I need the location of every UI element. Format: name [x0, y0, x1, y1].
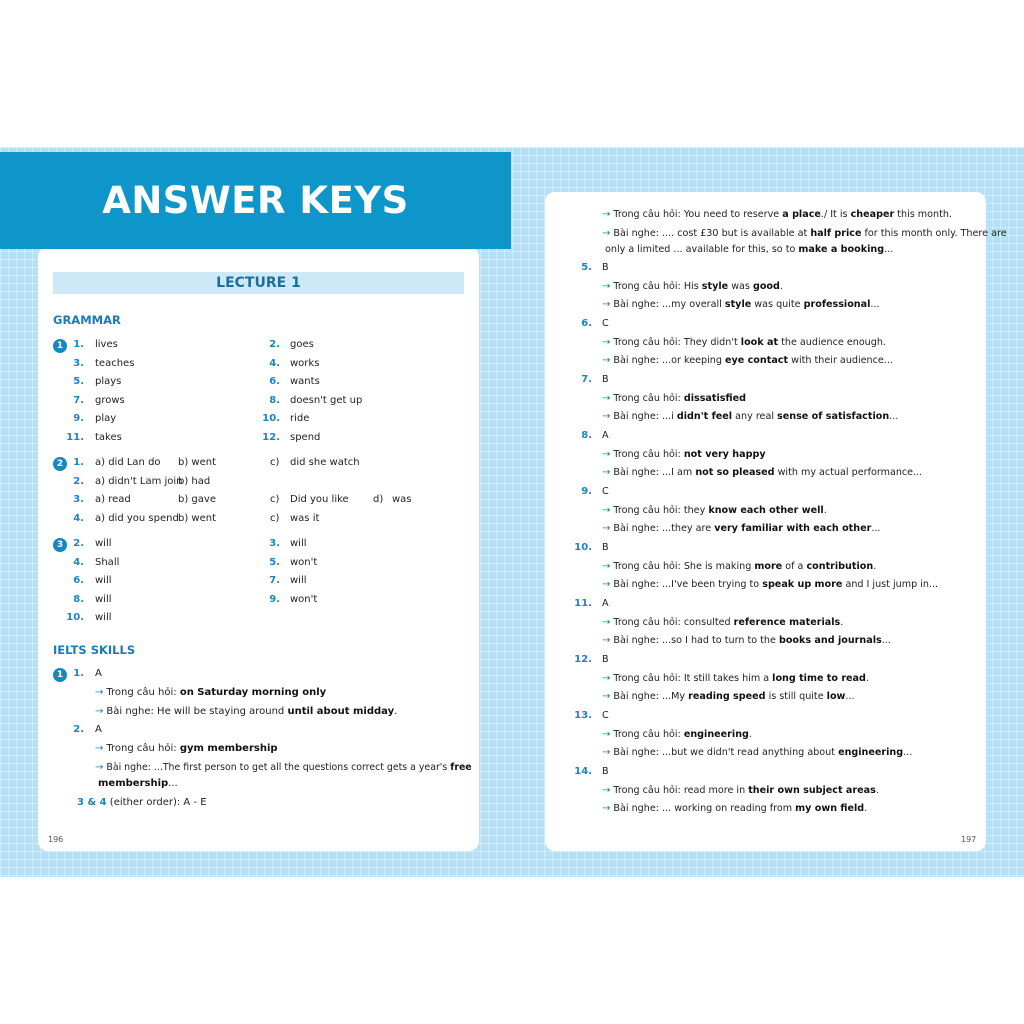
- item-number: 8.: [269, 394, 280, 406]
- answer-text: Bài nghe: .... cost £30 but is available at: [613, 228, 811, 239]
- arrow-right-icon: →: [602, 299, 611, 310]
- answer-text: .: [865, 673, 869, 684]
- arrow-right-icon: →: [602, 355, 611, 366]
- listening-explanation: [602, 354, 893, 368]
- question-explanation: [602, 560, 876, 574]
- arrow-right-icon: →: [602, 228, 611, 239]
- answer-text: of a: [782, 561, 807, 572]
- question-explanation: [602, 504, 827, 518]
- answer-text: is still quite: [765, 691, 827, 702]
- listening-explanation: [602, 634, 891, 648]
- bold-keyword: gym membership: [179, 743, 278, 754]
- bold-keyword: contribution: [806, 561, 874, 572]
- questions-3-4-answer: [77, 796, 207, 810]
- answer-text: A: [95, 668, 102, 679]
- bold-keyword: sense of satisfaction: [777, 411, 890, 422]
- item-number: 10.: [574, 542, 592, 553]
- page-number-right: 197: [961, 835, 977, 844]
- answer-text: will: [95, 538, 112, 549]
- listening-explanation: [602, 578, 938, 592]
- listening-explanation-continued: [605, 243, 893, 257]
- answer-text: ...: [845, 691, 855, 702]
- item-number: 2.: [73, 475, 84, 487]
- arrow-right-icon: →: [602, 209, 611, 220]
- item-number: 12.: [574, 654, 592, 665]
- answer-text: Bài nghe: He will be staying around: [106, 706, 288, 717]
- answer-text: Trong câu hỏi: You need to reserve: [613, 209, 783, 220]
- arrow-right-icon: →: [95, 743, 104, 754]
- listening-explanation: [602, 690, 855, 704]
- answer-text: ...: [871, 523, 881, 534]
- item-number: 9.: [269, 593, 280, 605]
- arrow-right-icon: →: [602, 729, 611, 740]
- answer-text: only a limited ... available for this, so to: [605, 244, 799, 255]
- answer-text: play: [95, 413, 117, 425]
- item-number: 9.: [73, 413, 84, 425]
- bold-keyword: engineering: [683, 729, 749, 740]
- arrow-right-icon: →: [602, 411, 611, 422]
- answer-text: ...: [881, 635, 891, 646]
- exercise-number-3-icon: 3: [53, 538, 67, 552]
- answer-text: Bài nghe: ...I've been trying to: [613, 579, 763, 590]
- answer-text: .: [864, 803, 868, 814]
- answer-text: won't: [290, 556, 318, 568]
- answer-text: will: [290, 538, 307, 549]
- arrow-right-icon: →: [602, 337, 611, 348]
- answer-text: Trong câu hỏi: consulted: [613, 617, 734, 628]
- answer-text: a) read: [95, 494, 131, 506]
- item-number: 2.: [73, 538, 84, 549]
- answer-text: the audience enough.: [778, 337, 886, 348]
- answer-text: .: [823, 505, 827, 516]
- arrow-right-icon: →: [602, 617, 611, 628]
- answer-text: teaches: [95, 357, 135, 369]
- answer-text: .: [394, 706, 398, 717]
- answer-text: .: [873, 561, 877, 572]
- answer-text: Trong câu hỏi:: [106, 687, 180, 698]
- answer-text: ...: [903, 747, 913, 758]
- bold-keyword: good: [752, 281, 780, 292]
- listening-explanation: [602, 802, 867, 816]
- answer-text: Trong câu hỏi: They didn't: [613, 337, 741, 348]
- arrow-right-icon: →: [95, 687, 104, 698]
- arrow-right-icon: →: [602, 803, 611, 814]
- bold-keyword: free: [450, 762, 472, 773]
- item-number: 8.: [581, 430, 592, 441]
- bold-keyword: engineering: [838, 747, 904, 758]
- answer-text: .: [840, 617, 844, 628]
- bold-keyword: style: [701, 281, 729, 292]
- question-explanation: [602, 672, 869, 686]
- item-number: 7.: [269, 575, 280, 587]
- item-number: 3.: [73, 357, 84, 369]
- arrow-right-icon: →: [602, 673, 611, 684]
- answer-text: lives: [95, 339, 118, 350]
- item-number: 3.: [269, 538, 280, 549]
- answer-text: spend: [290, 432, 321, 443]
- bold-keyword: eye contact: [725, 355, 789, 366]
- item-number: 10.: [66, 612, 84, 624]
- answer-text: (either order): A - E: [106, 797, 207, 808]
- item-number: 5.: [269, 556, 280, 568]
- answer-text: Did you like: [290, 494, 349, 506]
- arrow-right-icon: →: [602, 747, 611, 758]
- answer-text: Trong câu hỏi:: [613, 393, 684, 404]
- bold-keyword: reading speed: [688, 691, 766, 702]
- answer-text: Bài nghe: ...but we didn't read anything about: [613, 747, 839, 758]
- answer-text: B: [602, 542, 609, 553]
- answer-text: Shall: [95, 556, 120, 568]
- answer-text: was it: [290, 512, 320, 524]
- answer-text: Trong câu hỏi:: [613, 449, 684, 460]
- question-explanation: [602, 616, 843, 630]
- answer-text: with my actual performance...: [774, 467, 923, 478]
- answer-text: will: [95, 612, 112, 624]
- answer-text: A: [602, 598, 609, 609]
- answer-text: Bài nghe: ... working on reading from: [613, 803, 796, 814]
- answer-text: ...: [168, 778, 178, 789]
- answer-text: Bài nghe: ...I am: [613, 467, 696, 478]
- answer-text: B: [602, 766, 609, 777]
- item-number: 12.: [262, 432, 280, 443]
- answer-text: b) had: [178, 475, 211, 487]
- item-number: 6.: [269, 376, 280, 388]
- answer-text: B: [602, 654, 609, 665]
- question-explanation: [602, 208, 952, 222]
- listening-explanation: [602, 466, 922, 480]
- answer-text: Trong câu hỏi: She is making: [613, 561, 755, 572]
- question-explanation: [602, 784, 879, 798]
- answer-text: Trong câu hỏi: It still takes him a: [613, 673, 773, 684]
- answer-text: ...: [889, 411, 899, 422]
- lecture-heading: LECTURE 1: [53, 272, 464, 294]
- exercise-number-1-icon: 1: [53, 339, 67, 353]
- bold-keyword: half price: [810, 228, 862, 239]
- answer-text: Trong câu hỏi:: [106, 743, 180, 754]
- answer-text: Bài nghe: ...my overall: [613, 299, 725, 310]
- answer-text: goes: [290, 339, 314, 350]
- answer-label: c): [270, 512, 280, 524]
- answer-text: was quite: [751, 299, 804, 310]
- answer-text: C: [602, 318, 609, 329]
- answer-text: grows: [95, 394, 125, 406]
- item-number: 7.: [581, 374, 592, 385]
- arrow-right-icon: →: [602, 785, 611, 796]
- listening-explanation-continued: [98, 777, 178, 791]
- bold-keyword: dissatisfied: [683, 393, 746, 404]
- item-number: 5.: [581, 262, 592, 273]
- ielts-skills-heading: IELTS SKILLS: [53, 643, 136, 657]
- question-explanation: [602, 280, 783, 294]
- arrow-right-icon: →: [602, 505, 611, 516]
- bold-keyword: know each other well: [708, 505, 824, 516]
- answer-text: was: [392, 494, 412, 506]
- answer-text: .: [748, 729, 752, 740]
- item-number: 1.: [73, 339, 84, 350]
- listening-explanation: [95, 761, 472, 775]
- answer-text: wants: [290, 376, 320, 388]
- bold-keyword: make a booking: [798, 244, 885, 255]
- answer-text: a) did you spend: [95, 512, 179, 524]
- answer-text: was: [728, 281, 753, 292]
- answer-text: takes: [95, 432, 122, 443]
- answer-text: .: [875, 785, 879, 796]
- answer-text: ...: [870, 299, 880, 310]
- item-number: 3.: [73, 494, 84, 506]
- question-explanation: [602, 728, 752, 742]
- exercise-number-2-icon: 2: [53, 457, 67, 471]
- item-number: 4.: [269, 357, 280, 369]
- bold-keyword: more: [754, 561, 783, 572]
- arrow-right-icon: →: [602, 523, 611, 534]
- answer-keys-title: ANSWER KEYS: [0, 152, 511, 249]
- answer-text: won't: [290, 593, 318, 605]
- arrow-right-icon: →: [602, 393, 611, 404]
- listening-explanation: [602, 227, 1007, 241]
- answer-label: d): [373, 494, 384, 506]
- bold-keyword: low: [826, 691, 846, 702]
- item-number: 7.: [73, 394, 84, 406]
- answer-text: any real: [732, 411, 778, 422]
- listening-explanation: [602, 298, 880, 312]
- bold-keyword: didn't feel: [676, 411, 733, 422]
- answer-text: and I just jump in...: [842, 579, 939, 590]
- grammar-heading: GRAMMAR: [53, 313, 121, 327]
- question-explanation: [95, 686, 326, 700]
- answer-text: Bài nghe: ...i: [613, 411, 677, 422]
- bold-keyword: not very happy: [683, 449, 766, 460]
- answer-text: C: [602, 710, 609, 721]
- item-number: 11.: [574, 598, 592, 609]
- listening-explanation: [602, 410, 898, 424]
- answer-text: works: [290, 357, 320, 369]
- answer-text: Trong câu hỏi: they: [613, 505, 709, 516]
- answer-text: ./ It is: [820, 209, 851, 220]
- question-explanation: [602, 392, 746, 406]
- answer-text: plays: [95, 376, 122, 388]
- answer-text: a) did Lan do: [95, 457, 161, 468]
- item-number: 1.: [73, 457, 84, 468]
- answer-text: this month.: [894, 209, 952, 220]
- answer-label: c): [270, 494, 280, 506]
- item-number: 10.: [262, 413, 280, 425]
- item-number: 4.: [73, 512, 84, 524]
- answer-text: b) went: [178, 512, 217, 524]
- bold-keyword: books and journals: [778, 635, 882, 646]
- bold-keyword: very familiar with each other: [714, 523, 872, 534]
- page-number-left: 196: [48, 835, 64, 844]
- answer-text: C: [602, 486, 609, 497]
- answer-text: ...: [884, 244, 894, 255]
- bold-keyword: look at: [740, 337, 779, 348]
- left-page: [38, 247, 479, 851]
- answer-text: A: [602, 430, 609, 441]
- item-number: 14.: [574, 766, 592, 777]
- answer-text: will: [95, 593, 112, 605]
- answer-text: B: [602, 262, 609, 273]
- answer-text: will: [290, 575, 307, 587]
- bold-keyword: style: [724, 299, 752, 310]
- answer-text: a) didn't Lam join: [95, 475, 183, 487]
- answer-text: Trong câu hỏi:: [613, 729, 684, 740]
- answer-text: Bài nghe: ...My: [613, 691, 689, 702]
- answer-text: A: [95, 724, 102, 735]
- item-number: 6.: [581, 318, 592, 329]
- answer-text: Trong câu hỏi: read more in: [613, 785, 749, 796]
- arrow-right-icon: →: [602, 561, 611, 572]
- question-explanation: [602, 336, 886, 350]
- bold-keyword: on Saturday morning only: [179, 687, 327, 698]
- bold-keyword: their own subject areas: [748, 785, 876, 796]
- answer-label: c): [270, 457, 280, 468]
- bold-keyword: membership: [98, 778, 169, 789]
- bold-keyword: reference materials: [733, 617, 841, 628]
- question-explanation: [602, 448, 766, 462]
- bold-keyword: my own field: [795, 803, 865, 814]
- answer-text: for this month only. There are: [861, 228, 1007, 239]
- listening-explanation: [602, 746, 912, 760]
- arrow-right-icon: →: [602, 635, 611, 646]
- arrow-right-icon: →: [602, 281, 611, 292]
- item-number: 2.: [73, 724, 84, 735]
- answer-text: b) went: [178, 457, 217, 468]
- answer-text: doesn't get up: [290, 394, 363, 406]
- arrow-right-icon: →: [95, 762, 104, 773]
- arrow-right-icon: →: [95, 706, 104, 717]
- answer-text: .: [779, 281, 783, 292]
- bold-keyword: professional: [803, 299, 871, 310]
- answer-text: Trong câu hỏi: His: [613, 281, 702, 292]
- bold-keyword: speak up more: [762, 579, 843, 590]
- item-number: 9.: [581, 486, 592, 497]
- answer-text: ride: [290, 413, 310, 425]
- answer-text: will: [95, 575, 112, 587]
- answer-text: did she watch: [290, 457, 360, 468]
- book-spread-background: [0, 147, 1024, 877]
- answer-text: b) gave: [178, 494, 216, 506]
- bold-keyword: long time to read: [772, 673, 866, 684]
- bold-keyword: a place: [782, 209, 821, 220]
- item-number: 5.: [73, 376, 84, 388]
- question-explanation: [95, 742, 278, 756]
- answer-text: Bài nghe: ...so I had to turn to the: [613, 635, 779, 646]
- item-number: 2.: [269, 339, 280, 350]
- listening-explanation: [95, 705, 397, 719]
- item-number: 8.: [73, 593, 84, 605]
- item-number: 1.: [73, 668, 84, 679]
- answer-text: with their audience...: [788, 355, 893, 366]
- item-number: 4.: [73, 556, 84, 568]
- skills-exercise-number-1-icon: 1: [53, 668, 67, 682]
- answer-text: Bài nghe: ...they are: [613, 523, 715, 534]
- arrow-right-icon: →: [602, 579, 611, 590]
- item-number: 11.: [66, 432, 84, 443]
- answer-text: Bài nghe: ...The first person to get all the questions correct gets a year's: [106, 762, 451, 773]
- bold-keyword: until about midday: [287, 706, 395, 717]
- bold-keyword: cheaper: [850, 209, 895, 220]
- right-page: [545, 192, 1007, 851]
- item-number: 13.: [574, 710, 592, 721]
- answer-text: B: [602, 374, 609, 385]
- item-number: 6.: [73, 575, 84, 587]
- arrow-right-icon: →: [602, 449, 611, 460]
- listening-explanation: [602, 522, 880, 536]
- answer-text: Bài nghe: ...or keeping: [613, 355, 726, 366]
- arrow-right-icon: →: [602, 467, 611, 478]
- arrow-right-icon: →: [602, 691, 611, 702]
- bold-keyword: not so pleased: [695, 467, 775, 478]
- item-number: 3 & 4: [77, 797, 107, 808]
